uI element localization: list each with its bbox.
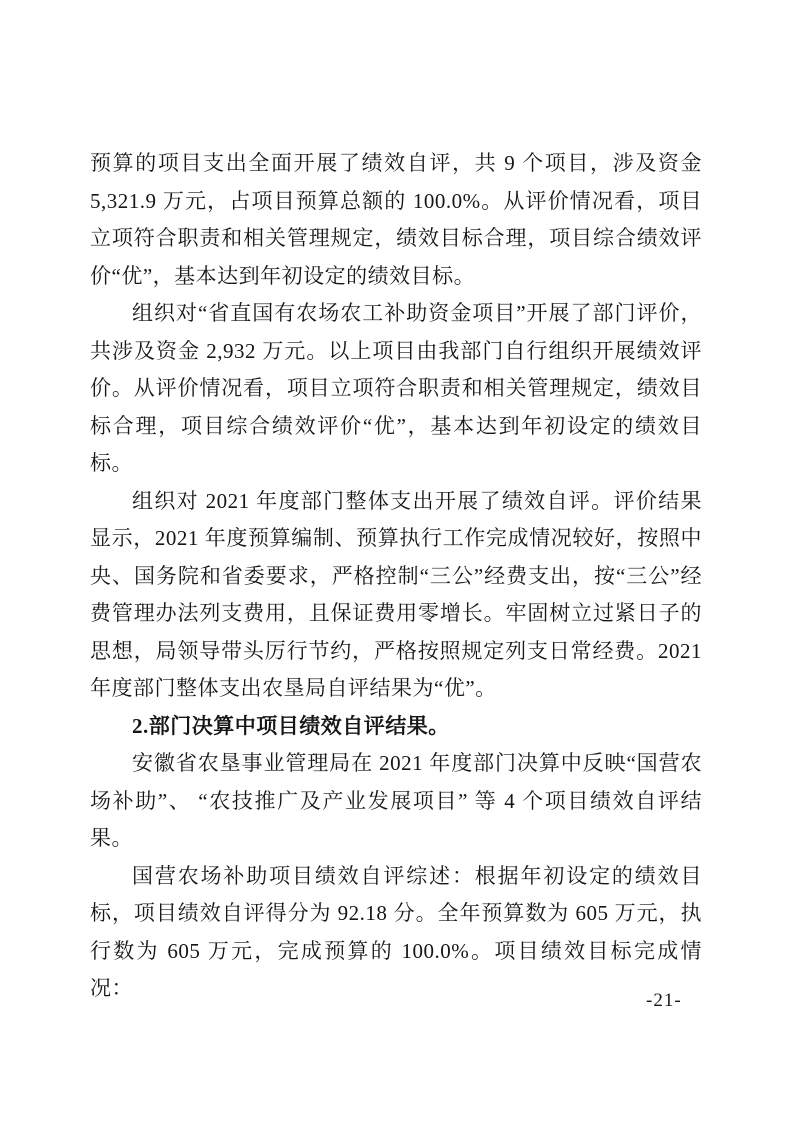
section-heading-final-accounts-results: 2.部门决算中项目绩效自评结果。 bbox=[132, 713, 450, 738]
paragraph-department-evaluation: 组织对“省直国有农场农工补助资金项目”开展了部门评价，共涉及资金 2,932 万元。以上项目由我部门自行组织开展绩效评价。从评价情况看，项目立项符合职责和相关管理规定，绩效目标合理，项目综合绩效评价“优”，基本达到年初设定的绩效目标。 bbox=[90, 301, 702, 475]
document-body bbox=[90, 145, 702, 1008]
paragraph-state-farm-subsidy-summary: 国营农场补助项目绩效自评综述：根据年初设定的绩效目标，项目绩效自评得分为 92.18 分。全年预算数为 605 万元，执行数为 605 万元，完成预算的 100.0%。项目绩效目标完成情况： bbox=[90, 863, 702, 1000]
paragraph-overall-expenditure-evaluation: 组织对 2021 年度部门整体支出开展了绩效自评。评价结果显示，2021 年度预算编制、预算执行工作完成情况较好，按照中央、国务院和省委要求，严格控制“三公”经费支出，按“三公”经费管理办法列支费用，且保证费用零增长。牢固树立过紧日子的思想，局领导带头厉行节约，严格按照规定列支日常经费。2021 年度部门整体支出农垦局自评结果为“优”。 bbox=[90, 488, 702, 700]
paragraph-budget-self-evaluation: 预算的项目支出全面开展了绩效自评，共 9 个项目，涉及资金 5,321.9 万元，占项目预算总额的 100.0%。从评价情况看，项目立项符合职责和相关管理规定，绩效目标合理，项目综合绩效评价“优”，基本达到年初设定的绩效目标。 bbox=[90, 151, 702, 288]
page-number: -21- bbox=[646, 990, 682, 1011]
paragraph-final-accounts-projects: 安徽省农垦事业管理局在 2021 年度部门决算中反映“国营农场补助”、 “农技推广及产业发展项目” 等 4 个项目绩效自评结果。 bbox=[90, 751, 702, 850]
